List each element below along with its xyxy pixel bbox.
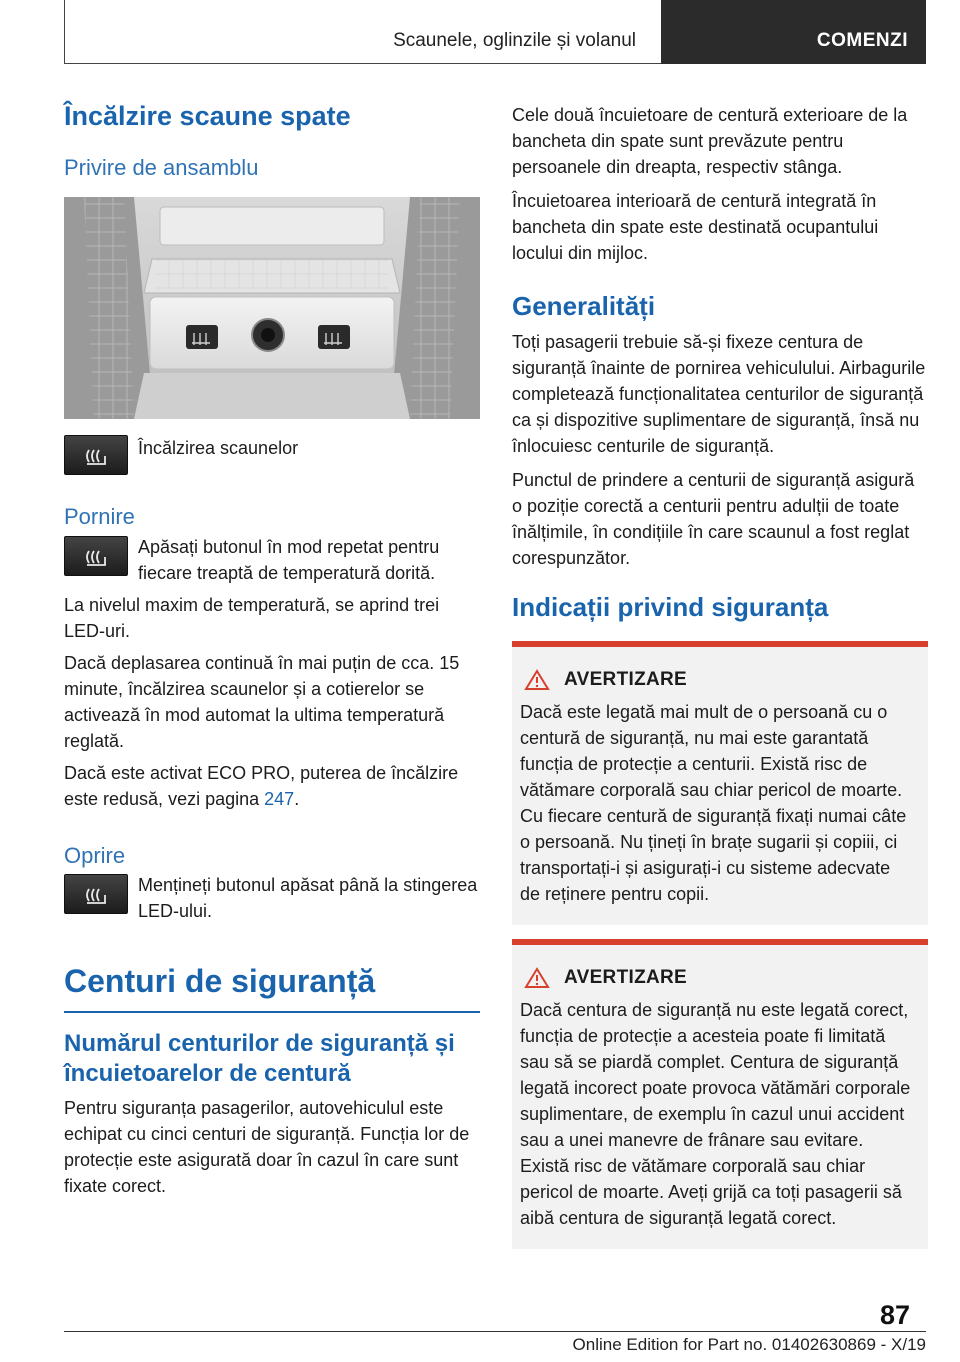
belt-count-heading: Numărul centurilor de siguranță și încuietoarelor de centură [64,1029,455,1087]
warning-triangle-icon [524,967,550,989]
warning-title: AVERTIZARE [564,669,687,690]
belt-count-paragraph: Pentru siguranța pasagerilor, autovehiculul este echipat cu cinci centuri de siguranță. Funcția lor de protecție este asigurată doar în cazul în care sunt fixate corect. [64,1097,470,1196]
photo-caption-row [64,433,480,475]
warning-header [524,967,912,989]
start-p3-end: . [294,788,300,809]
general-paragraph-2: Punctul de prindere a centurii de siguranță asigură o poziție corectă a centurii pentru adulții de toate înălțimile, în condițiile în care scaunul a fost reglat corespunzător. [512,469,915,568]
start-p3-text: Dacă este activat ECO PRO, puterea de încălzire este redusă, vezi pagina [64,762,459,809]
buckle-paragraph-1: Cele două încuietoare de centură exterioare de la bancheta din spate sunt prevăzute pentru persoanele din dreapta, respectiv stânga. [512,105,908,177]
start-paragraph-2: Dacă deplasarea continuă în mai puțin de cca. 15 minute, încălzirea scaunelor și a cotierelor se activează în mod automat la ultima temperatură reglată. [64,652,460,751]
start-icon-row [64,534,480,586]
page-number: 87 [880,1300,911,1330]
warning-text: Dacă este legată mai mult de o persoană cu o centură de siguranță, nu mai este garantată funcția de protecție a centurii. Există risc de vătămare corporală sau chiar pericol de moarte. Cu fiecare centură de siguranță fixați numai câte o persoană. Nu țineți în brațe sugarii și copiii, ci transportați-i și asigurați-i cu sisteme adecvate de reținere pentru copii. [520,702,907,904]
general-paragraph-1: Toți pasagerii trebuie să-și fixeze centura de siguranță înainte de pornirea vehiculului. Airbagurile completează funcționalitatea centurilor de siguranță ca și dispozitive suplimentare de siguranță, însă nu înlocuiesc centurile de siguranță. [512,331,926,456]
right-column [512,100,928,1249]
rear-console-photo [64,197,480,419]
warning-box-2 [512,939,928,1249]
belts-heading: Centuri de siguranță [64,963,376,1000]
seat-heating-icon [64,874,128,914]
start-paragraph-3 [64,760,480,812]
section-title: Scaunele, oglinzile și volanul [393,30,636,51]
page-title: Încălzire scaune spate [64,101,351,131]
seat-heating-icon [64,536,128,576]
general-heading: Generalități [512,291,656,321]
footer-rule [64,1331,926,1332]
seat-heating-icon [64,435,128,475]
start-heading: Pornire [64,503,135,529]
warning-triangle-icon [524,669,550,691]
photo-caption: Încălzirea scaunelor [138,437,299,458]
overview-heading: Privire de ansamblu [64,155,259,181]
header-section-title [64,0,650,64]
start-paragraph-1: La nivelul maxim de temperatură, se aprind trei LED-uri. [64,594,440,641]
start-icon-text: Apăsați butonul în mod repetat pentru fiecare treaptă de temperatură dorită. [138,536,440,583]
left-column [64,100,480,1199]
warning-box-1 [512,641,928,925]
buckle-paragraph-2: Încuietoarea interioară de centură integrată în bancheta din spate este destinată ocupantului locului din mijloc. [512,191,879,263]
warning-title: AVERTIZARE [564,967,687,988]
page-link-247[interactable]: 247 [264,788,295,809]
section-divider [64,1011,480,1013]
header-chapter-tab [661,0,926,64]
warning-header [524,669,912,691]
chapter-title: COMENZI [816,30,908,51]
stop-heading: Oprire [64,842,126,868]
footer-edition: Online Edition for Part no. 01402630869 - X/19 [572,1335,926,1354]
stop-icon-row [64,872,480,924]
safety-heading: Indicații privind siguranța [512,591,829,622]
stop-icon-text: Mențineți butonul apăsat până la stingerea LED-ului. [138,875,478,922]
warning-text: Dacă centura de siguranță nu este legată corect, funcția de protecție a acesteia poate fi limitată sau să se piardă complet. Centura de siguranță legată incorect poate provoca vătămări corporale suplimentare, de exemplu în cazul unui accident sau a unei manevre de frânare sau evitare. Există risc de vătămare corporală sau chiar pericol de moarte. Aveți grijă ca toți pasagerii să aibă centura de siguranță legată corect. [520,1000,911,1228]
